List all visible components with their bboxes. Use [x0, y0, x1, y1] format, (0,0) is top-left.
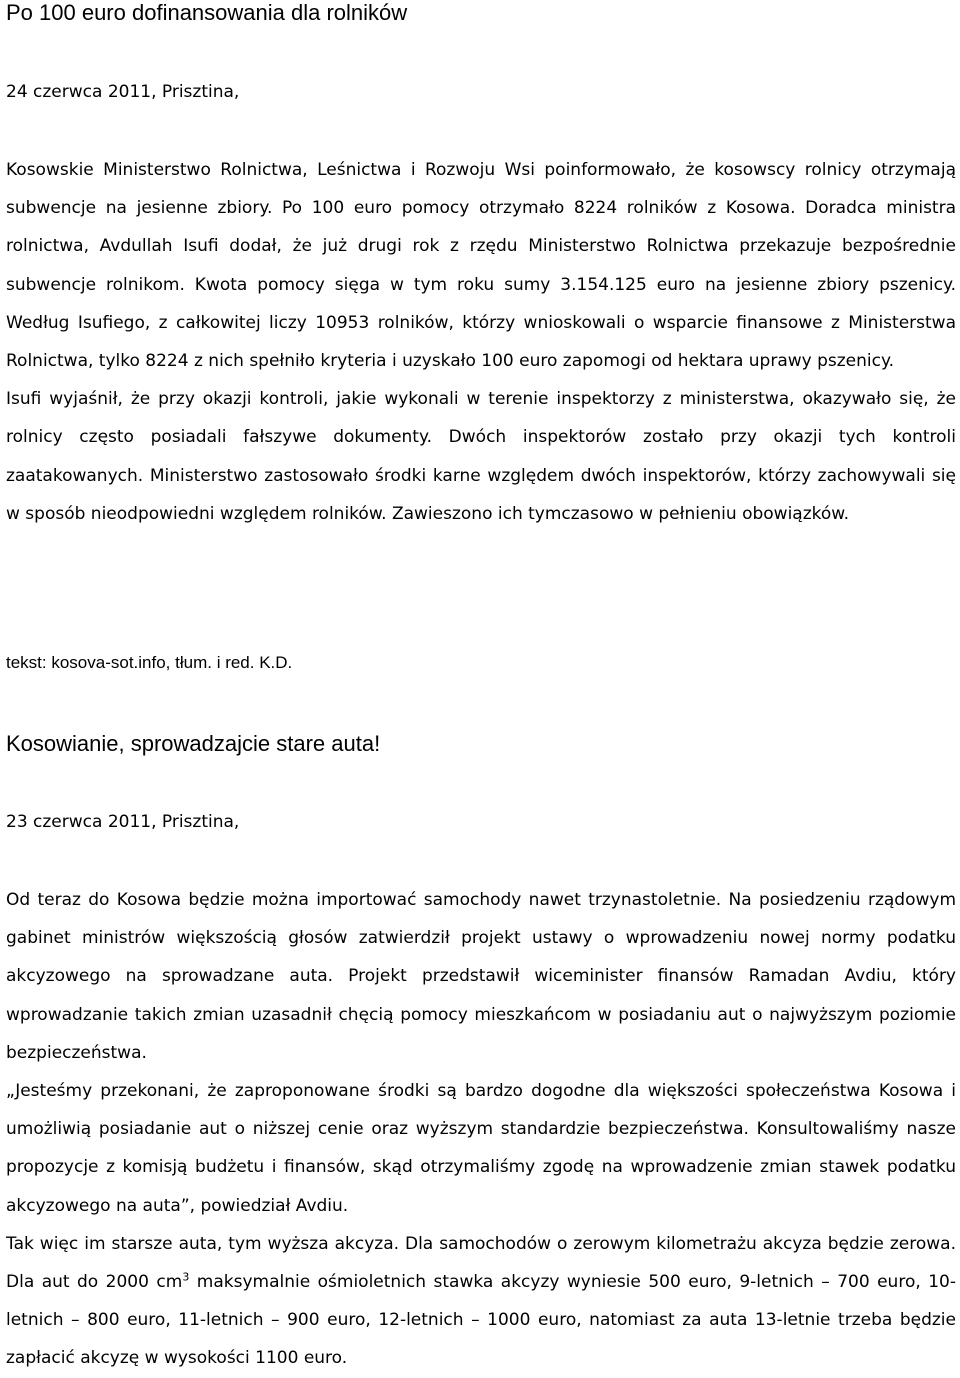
- article-2-paragraph: Od teraz do Kosowa będzie można importować samochody nawet trzynastoletnie. Na posiedzeniu rządowym gabinet ministrów większością głosów zatwierdził projekt ustawy o wprowadzeniu nowej normy podatku akcyzowego na sprowadzane auta. Projekt przedstawił wiceminister finansów Ramadan Avdiu, który wprowadzanie takich zmian uzasadnił chęcią pomocy mieszkańcom w posiadaniu aut o najwyższym poziomie bezpieczeństwa.: [6, 890, 956, 1063]
- article-2-title: Kosowianie, sprowadzajcie stare auta!: [6, 731, 381, 756]
- article-2-dateline: 23 czerwca 2011, Prisztina,: [6, 812, 240, 832]
- article-1-credit: tekst: kosova-sot.info, tłum. i red. K.D.: [6, 653, 293, 672]
- article-1-body: [6, 151, 956, 533]
- article-1-paragraph: Isufi wyjaśnił, że przy okazji kontroli, jakie wykonali w terenie inspektorzy z ministerstwa, okazywało się, że rolnicy często posiadali fałszywe dokumenty. Dwóch inspektorów zostało przy okazji tych kontroli zaatakowanych. Ministerstwo zastosowało środki karne względem dwóch inspektorów, którzy zachowywali się w sposób nieodpowiedni względem rolników. Zawieszono ich tymczasowo w pełnieniu obowiązków.: [6, 389, 956, 524]
- article-1-paragraph: Kosowskie Ministerstwo Rolnictwa, Leśnictwa i Rozwoju Wsi poinformowało, że kosowscy rolnicy otrzymają subwencje na jesienne zbiory. Po 100 euro pomocy otrzymało 8224 rolników z Kosowa. Doradca ministra rolnictwa, Avdullah Isufi dodał, że już drugi rok z rzędu Ministerstwo Rolnictwa przekazuje bezpośrednie subwencje rolnikom. Kwota pomocy sięga w tym roku sumy 3.154.125 euro na jesienne zbiory pszenicy. Według Isufiego, z całkowitej liczy 10953 rolników, którzy wnioskowali o wsparcie finansowe z Ministerstwa Rolnictwa, tylko 8224 z nich spełniło kryteria i uzyskało 100 euro zapomogi od hektara uprawy pszenicy.: [6, 160, 956, 372]
- excise-text-end: maksymalnie ośmioletnich stawka akcyzy wyniesie 500 euro, 9-letnich – 700 euro, 10-letnich – 800 euro, 11-letnich – 900 euro, 12-letnich – 1000 euro, natomiast za auta 13-letnie trzeba będzie zapłacić akcyzę w wysokości 1100 euro.: [6, 1272, 956, 1369]
- article-2-body: [6, 881, 956, 1378]
- article-1-dateline: 24 czerwca 2011, Prisztina,: [6, 82, 240, 102]
- article-2-paragraph: „Jesteśmy przekonani, że zaproponowane środki są bardzo dogodne dla większości społeczeństwa Kosowa i umożliwią posiadanie aut o niższej cenie oraz wyższym standardzie bezpieczeństwa. Konsultowaliśmy nasze propozycje z komisją budżetu i finansów, skąd otrzymaliśmy zgodę na wprowadzenie zmian stawek podatku akcyzowego na auta”, powiedział Avdiu.: [6, 1081, 956, 1216]
- article-2-paragraph-excise: [6, 1225, 956, 1378]
- article-1-title: Po 100 euro dofinansowania dla rolników: [6, 0, 408, 25]
- excise-text-start: Tak więc im starsze auta, tym wyższa akcyza. Dla samochodów o zerowym kilometrażu akcyza będzie zerowa. Dla aut do 2000 cm: [6, 1233, 956, 1293]
- cubic-superscript: 3: [182, 1270, 190, 1284]
